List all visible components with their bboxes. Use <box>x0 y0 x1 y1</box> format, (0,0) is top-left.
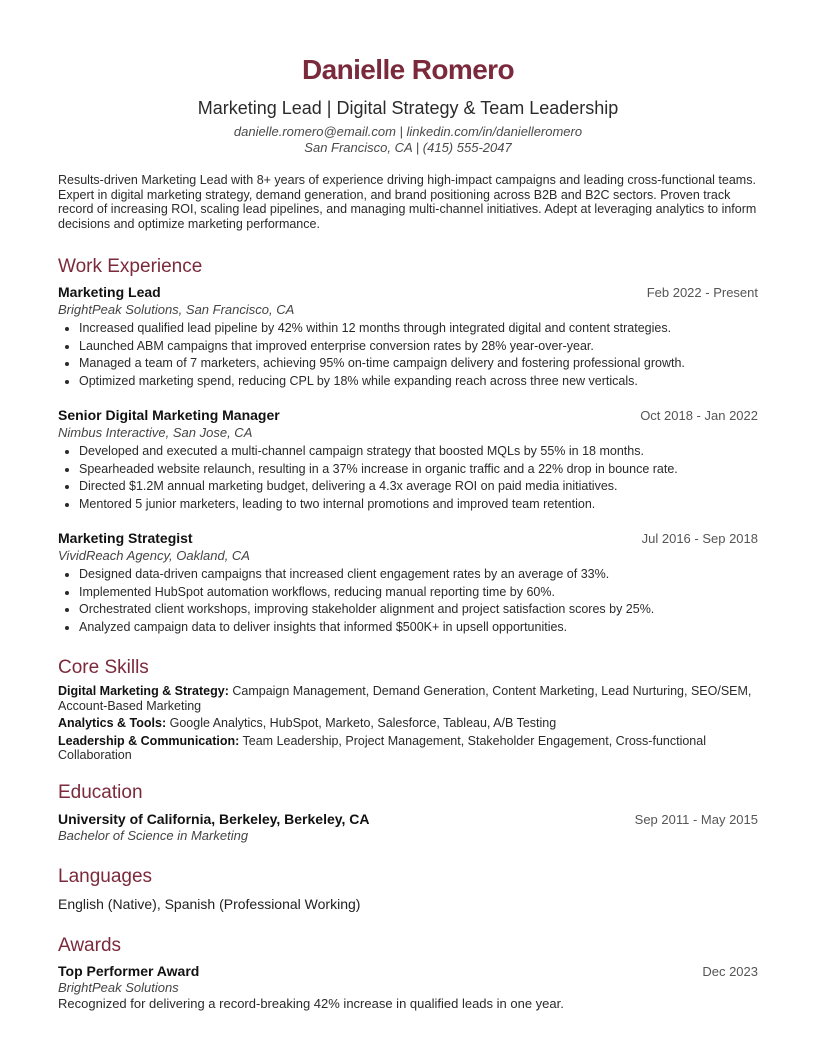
job-title: Senior Digital Marketing Manager <box>58 407 280 423</box>
candidate-title: Marketing Lead | Digital Strategy & Team Leadership <box>197 98 619 118</box>
job-bullets <box>58 566 758 636</box>
job-bullet: • Implemented HubSpot automation workflows, reducing manual reporting time by 60%. <box>79 584 758 602</box>
job-bullets <box>58 443 758 513</box>
experience-entry <box>58 407 758 513</box>
job-company: BrightPeak Solutions, San Francisco, CA <box>58 302 295 317</box>
job-bullets <box>58 320 758 390</box>
job-bullet: • Optimized marketing spend, reducing CPL by 18% while expanding reach across three new verticals. <box>79 373 758 391</box>
section-title-education: Education <box>58 781 143 803</box>
job-dates: Feb 2022 - Present <box>646 285 758 300</box>
job-bullet: • Launched ABM campaigns that improved enterprise conversion rates by 28% year-over-year. <box>79 338 758 356</box>
candidate-name: Danielle Romero <box>302 54 514 85</box>
award-description: Recognized for delivering a record-breaking 42% increase in qualified leads in one year. <box>58 995 564 1011</box>
school-name: University of California, Berkeley, Berkeley, CA <box>58 810 370 827</box>
job-bullet: • Designed data-driven campaigns that increased client engagement rates by an average of 33%. <box>79 566 758 584</box>
job-dates: Oct 2018 - Jan 2022 <box>640 408 758 423</box>
job-bullet: • Managed a team of 7 marketers, achieving 95% on-time campaign delivery and fostering professional growth. <box>79 355 758 373</box>
skill-category: Digital Marketing & Strategy: <box>58 684 229 698</box>
education-section <box>58 781 758 844</box>
skill-group <box>58 716 758 731</box>
awards-section <box>58 934 758 1012</box>
education-dates: Sep 2011 - May 2015 <box>634 811 758 827</box>
job-title: Marketing Strategist <box>58 530 193 546</box>
award-title: Top Performer Award <box>58 962 200 979</box>
skill-category: Leadership & Communication: <box>58 733 240 748</box>
job-company: Nimbus Interactive, San Jose, CA <box>58 425 253 440</box>
contact-line-location-phone: San Francisco, CA | (415) 555-2047 <box>304 139 512 155</box>
award-date: Dec 2023 <box>702 963 758 979</box>
job-company: VividReach Agency, Oakland, CA <box>58 548 250 563</box>
contact-line-email-linkedin: danielle.romero@email.com | linkedin.com/in/danielleromero <box>233 124 583 139</box>
languages-list: English (Native), Spanish (Professional Working) <box>58 895 361 912</box>
job-bullet: • Spearheaded website relaunch, resulting in a 37% increase in organic traffic and a 22% drop in bounce rate. <box>79 461 758 479</box>
experience-entry <box>58 284 758 390</box>
skill-category: Analytics & Tools: <box>58 716 167 730</box>
skill-items: Campaign Management, Demand Generation, Content Marketing, Lead Nurturing, SEO/SEM, Account-Based Marketing <box>58 684 752 713</box>
job-bullet: • Mentored 5 junior marketers, leading to two internal promotions and improved team retention. <box>79 496 758 514</box>
job-bullet: • Increased qualified lead pipeline by 42% within 12 months through integrated digital and content strategies. <box>79 320 758 338</box>
skill-group <box>58 684 758 713</box>
award-organization: BrightPeak Solutions <box>58 979 179 995</box>
degree: Bachelor of Science in Marketing <box>58 827 249 843</box>
job-dates: Jul 2016 - Sep 2018 <box>641 531 758 546</box>
professional-summary: Results-driven Marketing Lead with 8+ years of experience driving high-impact campaigns and leading cross-functional teams. Expert in digital marketing strategy, demand generation, and brand positioning across B2B and B2C sectors. Proven track record of increasing ROI, scaling lead pipelines, and managing multi-channel initiatives. Adept at leveraging analytics to inform decisions and optimize marketing performance. <box>58 173 757 231</box>
skill-items: Google Analytics, HubSpot, Marketo, Salesforce, Tableau, A/B Testing <box>169 716 557 730</box>
resume-header <box>58 0 758 155</box>
section-title-core-skills: Core Skills <box>58 657 149 678</box>
languages-section <box>58 865 758 912</box>
skill-group <box>58 734 758 763</box>
core-skills-section <box>58 656 758 763</box>
section-title-work-experience: Work Experience <box>58 256 203 277</box>
skill-items: Team Leadership, Project Management, Stakeholder Engagement, Cross-functional Collaboration <box>58 733 706 762</box>
work-experience-section <box>58 255 758 636</box>
job-bullet: • Developed and executed a multi-channel campaign strategy that boosted MQLs by 55% in 18 months. <box>79 443 758 461</box>
section-title-awards: Awards <box>58 934 122 956</box>
job-title: Marketing Lead <box>58 284 161 300</box>
section-title-languages: Languages <box>58 865 153 887</box>
job-bullet: • Directed $1.2M annual marketing budget, delivering a 4.3x average ROI on paid media initiatives. <box>79 478 758 496</box>
job-bullet: • Orchestrated client workshops, improving stakeholder alignment and project satisfaction scores by 25%. <box>79 601 758 619</box>
contact-info <box>58 124 758 155</box>
job-bullet: • Analyzed campaign data to deliver insights that informed $500K+ in upsell opportunities. <box>79 619 758 637</box>
experience-entry <box>58 530 758 636</box>
